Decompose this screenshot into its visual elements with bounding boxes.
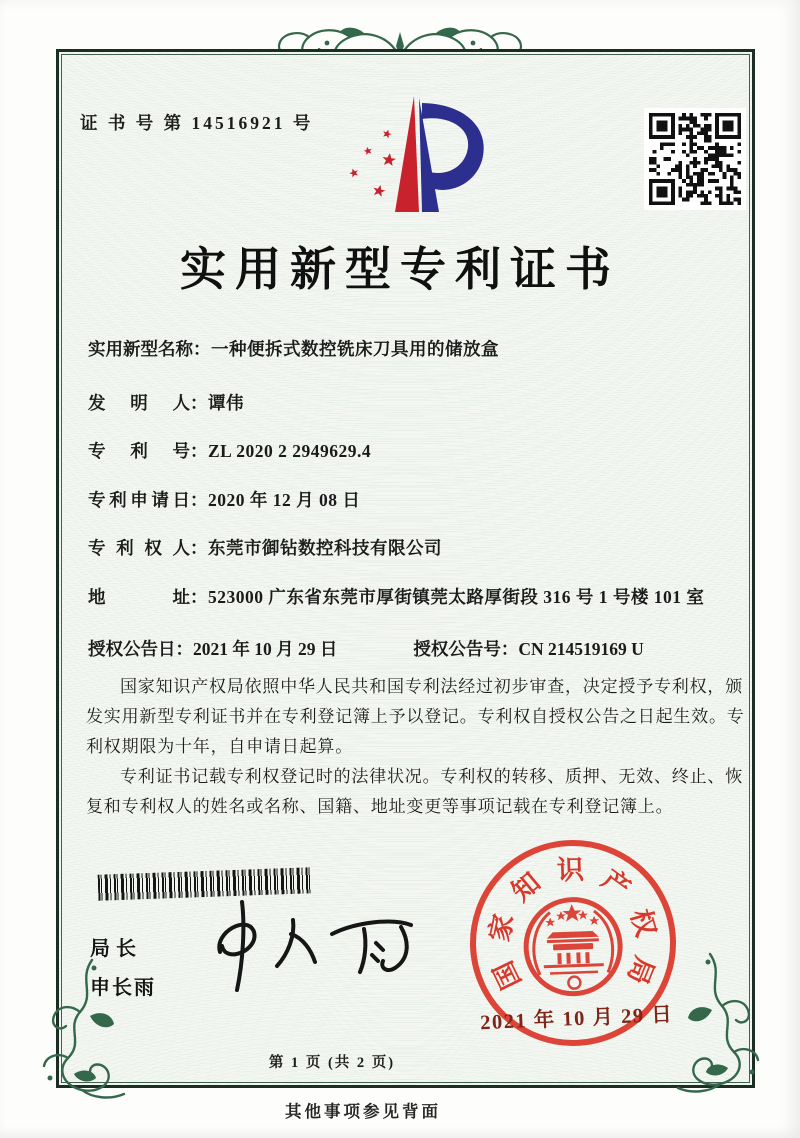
field-colon: ： xyxy=(190,441,208,461)
grant-date-value: 2021 年 10 月 29 日 xyxy=(193,639,338,659)
field-row-inventor xyxy=(88,388,750,418)
field-colon: ： xyxy=(190,490,208,510)
signer-name: 申长雨 xyxy=(90,977,156,999)
field-row-patent-number xyxy=(88,436,750,466)
field-row-grant xyxy=(88,634,750,664)
field-colon: ： xyxy=(190,538,208,558)
qr-code xyxy=(644,108,746,210)
seal-ring-char: 产 xyxy=(596,863,636,905)
grant-date-label: 授权公告日 xyxy=(88,639,176,659)
signature-handwriting xyxy=(196,896,421,996)
field-label: 地址 xyxy=(88,587,190,607)
field-value: 东莞市御钻数控科技有限公司 xyxy=(208,538,442,558)
field-row-filing-date xyxy=(88,485,750,515)
grant-date-pair xyxy=(88,634,337,664)
seal-date: 2021 年 10 月 29 日 xyxy=(479,1003,674,1035)
field-value: ZL 2020 2 2949629.4 xyxy=(208,441,372,461)
certificate-number: 证 书 号 第 14516921 号 xyxy=(80,113,314,133)
field-value: 谭伟 xyxy=(208,393,244,413)
field-value: 523000 广东省东莞市厚街镇莞太路厚街段 316 号 1 号楼 101 室 xyxy=(208,587,705,607)
field-label: 专利申请日 xyxy=(88,490,190,510)
seal-ring-char: 识 xyxy=(556,854,585,886)
field-colon: ： xyxy=(193,339,211,359)
grant-number-pair xyxy=(413,634,643,664)
legal-paragraph-2: 专利证书记载专利权登记时的法律状况。专利权的转移、质押、无效、终止、恢复和专利权人的姓名或名称、国籍、地址变更等事项记载在专利登记簿上。 xyxy=(86,767,743,816)
seal-ring-char: 国 xyxy=(487,956,527,994)
page-number: 第 1 页 (共 2 页) xyxy=(268,1055,396,1071)
field-colon: ： xyxy=(190,587,208,607)
seal-ring-char: 权 xyxy=(625,905,662,940)
seal-ring-char: 局 xyxy=(621,952,660,989)
cnipa-logo-icon xyxy=(334,90,492,218)
field-label: 实用新型名称 xyxy=(88,339,193,359)
signer-title: 局长 xyxy=(90,938,142,960)
field-row-address xyxy=(88,582,750,612)
certificate-title: 实用新型专利证书 xyxy=(180,244,620,295)
field-value: 2020 年 12 月 08 日 xyxy=(208,490,361,510)
field-colon: ： xyxy=(190,393,208,413)
field-label: 发明人 xyxy=(88,393,190,413)
grant-date-colon: ： xyxy=(175,639,193,659)
seal-ring-char: 知 xyxy=(506,866,547,908)
back-side-note: 其他事项参见背面 xyxy=(285,1102,441,1121)
national-emblem-icon xyxy=(515,884,631,1010)
field-value: 一种便拆式数控铣床刀具用的储放盒 xyxy=(211,339,499,359)
seal-ring-char: 家 xyxy=(484,911,520,945)
legal-paragraph-1: 国家知识产权局依照中华人民共和国专利法经过初步审查，决定授予专利权，颁发实用新型专利证书并在专利登记簿上予以登记。专利权自授权公告之日起生效。专利权期限为十年，自申请日起算。 xyxy=(86,677,745,756)
field-label: 专利权人 xyxy=(88,538,190,558)
field-label: 专利号 xyxy=(88,441,190,461)
bottom-right-flourish-icon xyxy=(668,952,768,1096)
grant-number-colon: ： xyxy=(500,639,519,659)
field-row-patentee xyxy=(88,533,750,563)
legal-text-block xyxy=(86,672,748,822)
grant-number-label: 授权公告号 xyxy=(413,639,501,659)
field-row-utility-model-name xyxy=(88,334,750,364)
grant-number-value: CN 214519169 U xyxy=(518,639,644,659)
